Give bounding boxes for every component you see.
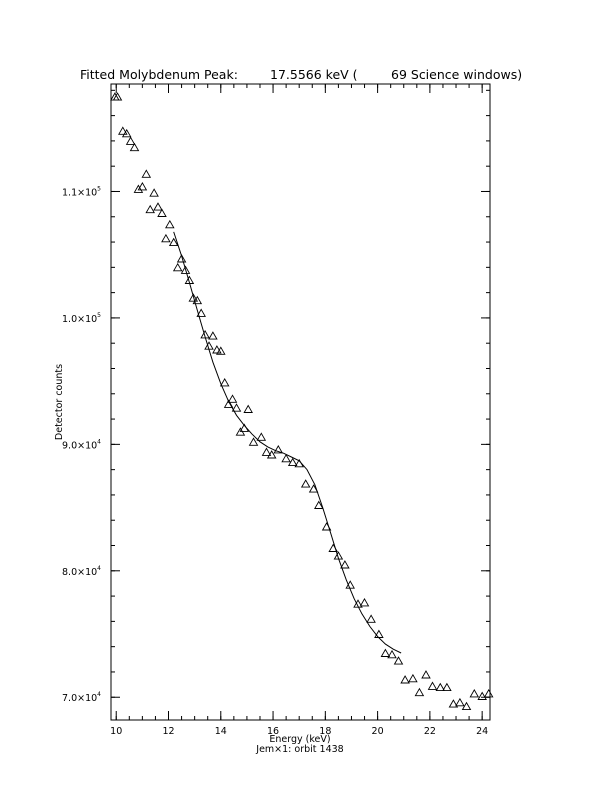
plot-frame [111, 84, 490, 720]
data-point [229, 395, 237, 402]
data-point [174, 264, 182, 271]
x-tick-label: 12 [162, 726, 175, 737]
data-point [127, 137, 135, 144]
chart-subtitle: Jem×1: orbit 1438 [256, 744, 344, 755]
data-point [209, 332, 217, 339]
y-tick-label [62, 691, 101, 704]
y-tick-mantissa: 9.0×10 [62, 440, 98, 452]
data-point [361, 599, 369, 606]
data-points [111, 93, 493, 710]
x-tick-label: 18 [319, 726, 332, 737]
x-tick-label: 20 [371, 726, 384, 737]
data-point [134, 185, 142, 192]
data-point [142, 170, 150, 177]
chart-title-part-1: Fitted Molybdenum Peak: [80, 67, 238, 82]
chart-title-part-3: 69 Science windows) [391, 67, 523, 82]
data-point [302, 480, 310, 487]
data-point [162, 235, 170, 242]
data-point [415, 689, 423, 696]
data-point [429, 682, 437, 689]
y-axis-label: Detector counts [54, 363, 65, 441]
data-point [422, 671, 430, 678]
data-point [119, 127, 127, 134]
data-point [367, 615, 375, 622]
data-point [138, 183, 146, 190]
fit-curve [174, 232, 401, 653]
x-tick-label: 14 [214, 726, 227, 737]
data-point [221, 379, 229, 386]
data-point [154, 203, 162, 210]
x-tick-label: 16 [267, 726, 280, 737]
x-tick-label: 22 [423, 726, 436, 737]
y-tick-mantissa: 1.1×10 [62, 187, 98, 199]
data-point [470, 690, 478, 697]
axis-ticks [111, 84, 490, 720]
x-axis-label: Energy (keV) [269, 734, 331, 745]
data-point [257, 433, 265, 440]
chart-title-part-2: 17.5566 keV ( [270, 67, 358, 82]
y-tick-exponent: 4 [97, 691, 101, 699]
y-tick-labels [62, 185, 101, 704]
y-tick-mantissa: 7.0×10 [62, 693, 98, 705]
data-point [456, 699, 464, 706]
data-point [150, 189, 158, 196]
y-tick-label [62, 185, 101, 198]
y-tick-mantissa: 8.0×10 [62, 566, 98, 578]
data-point [166, 221, 174, 228]
y-tick-mantissa: 1.0×10 [62, 313, 98, 325]
y-tick-exponent: 5 [97, 311, 101, 319]
y-tick-exponent: 4 [97, 564, 101, 572]
data-point [244, 406, 252, 413]
data-point [401, 676, 409, 683]
data-point [409, 675, 417, 682]
data-point [381, 650, 389, 657]
y-tick-exponent: 5 [97, 185, 101, 193]
y-tick-label [62, 565, 101, 578]
y-tick-label [62, 438, 101, 451]
x-tick-label: 10 [110, 726, 123, 737]
y-tick-label [62, 312, 101, 325]
data-point [485, 690, 493, 697]
y-tick-exponent: 4 [97, 438, 101, 446]
data-point [146, 206, 154, 213]
data-point [250, 438, 258, 445]
x-tick-label: 24 [476, 726, 489, 737]
